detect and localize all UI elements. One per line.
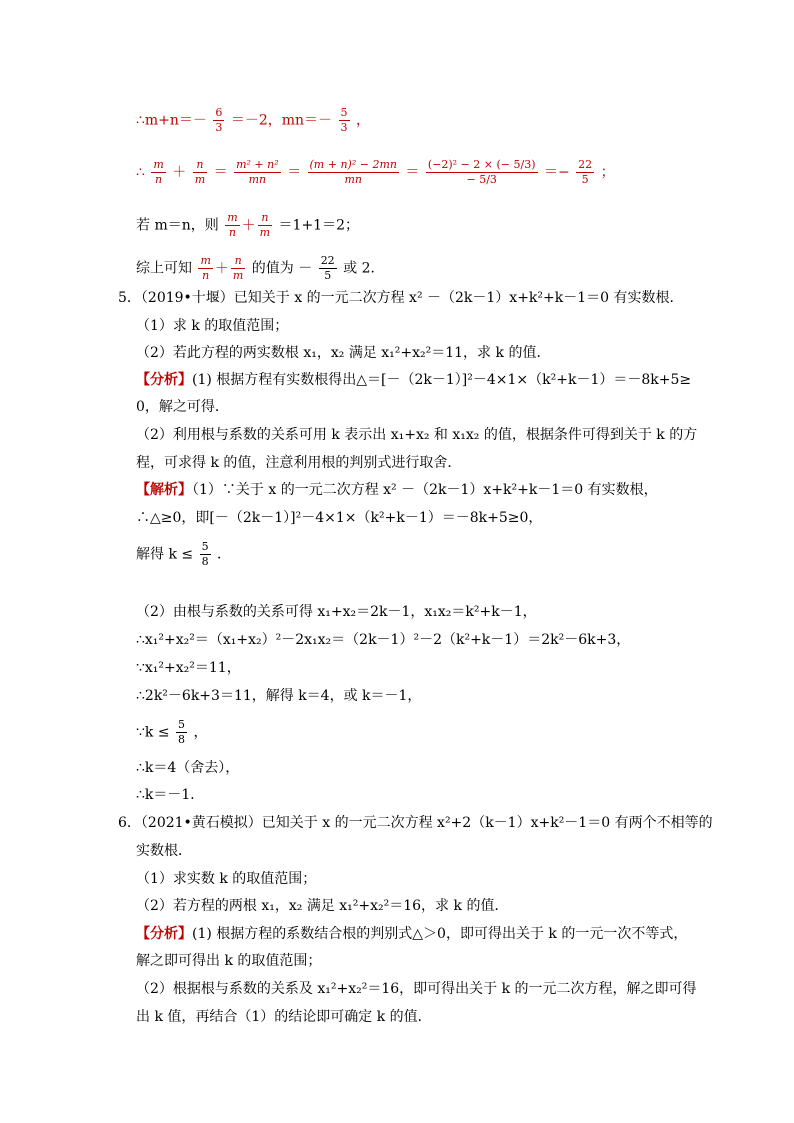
fraction: $\frac{6}{3}$: [215, 106, 223, 134]
question-6-analysis-2: （2）根据根与系数的关系及 x₁²+x₂²＝16，即可得出关于 k 的一元二次方程，解之即可得: [136, 981, 697, 997]
fraction: $\frac{\text{(−2)² − 2 × (− 5/3)}}{- 5/3}$: [427, 158, 536, 186]
question-6-stem: 6．（2021•黄石模拟）已知关于 x 的一元二次方程 x²+2（k－1）x+k²－1＝0 有两个不相等的: [118, 815, 713, 831]
question-5-analysis-2: （2）利用根与系数的关系可用 k 表示出 x₁+x₂ 和 x₁x₂ 的值，根据条件可得到关于 k 的方: [136, 427, 698, 443]
question-5-solution-10: ∴k＝－1．: [136, 787, 205, 803]
solution-line-ratio-sum: ∴ $\frac{m}{n}$ ＋ $\frac{n}{m}$ ＝ $\frac{\text{m² + n²}}{mn}$ ＝ $\frac{\text{(m + n)² − 2mn}}{mn}$ ＝ $\frac{\text{(−2)² − 2 × (− 5/3)}}{- 5/3}$ ＝− $\frac{22}{5}$ ；: [136, 158, 615, 186]
analysis-tag: 【分析】: [136, 372, 192, 388]
question-5-solution-5: ∴x₁²+x₂²＝（x₁+x₂）²－2x₁x₂＝（2k－1）²－2（k²+k－1）＝2k²－6k+3，: [136, 632, 631, 648]
fraction: $\frac{n}{m}$: [259, 211, 271, 239]
question-5-solution-6: ∵x₁²+x₂²＝11，: [136, 660, 241, 676]
fraction: $\frac{\text{m² + n²}}{mn}$: [236, 158, 279, 186]
question-5-solution-9: ∴k＝4（舍去），: [136, 760, 240, 776]
analysis-tag: 【分析】: [136, 926, 192, 942]
question-5-stem: 5．（2019•十堰）已知关于 x 的一元二次方程 x² －（2k－1）x+k²+k－1＝0 有实数根．: [118, 290, 684, 306]
question-5-analysis-1-cont: 0，解之可得．: [136, 399, 229, 415]
fraction: $\frac{5}{8}$: [178, 718, 186, 746]
question-6-analysis-2-cont: 出 k 值，再结合（1）的结论即可确定 k 的值．: [136, 1009, 432, 1025]
fraction: $\frac{22}{5}$: [320, 254, 335, 282]
question-5-part-1: （1）求 k 的取值范围；: [136, 318, 289, 334]
fraction: $\frac{n}{m}$: [232, 254, 244, 282]
fraction: $\frac{n}{m}$: [194, 158, 206, 186]
fraction: $\frac{m}{n}$: [153, 158, 164, 186]
question-5-solution-2: ∴△≥0，即[－（2k－1）]²－4×1×（k²+k－1）＝－8k+5≥0，: [136, 510, 543, 526]
question-6-part-2: （2）若方程的两根 x₁，x₂ 满足 x₁²+x₂²＝16，求 k 的值．: [136, 898, 509, 914]
question-5-solution-1: 【解析】（1）∵关于 x 的一元二次方程 x² －（2k－1）x+k²+k－1＝0 有实数根，: [136, 482, 658, 498]
fraction: $\frac{m}{n}$: [200, 254, 211, 282]
question-6-part-1: （1）求实数 k 的取值范围；: [136, 871, 317, 887]
solution-line-equal-case: 若 m＝n，则 $\frac{m}{n}$ ＋ $\frac{n}{m}$ ＝1+1＝2；: [136, 211, 359, 239]
question-5-solution-4: （2）由根与系数的关系可得 x₁+x₂＝2k－1，x₁x₂＝k²+k－1，: [136, 604, 537, 620]
question-5-part-2: （2）若此方程的两实数根 x₁，x₂ 满足 x₁²+x₂²＝11，求 k 的值．: [136, 345, 551, 361]
fraction: $\frac{5}{8}$: [201, 540, 209, 568]
fraction: $\frac{22}{5}$: [578, 158, 593, 186]
solution-line-sum-product: ∴m+n＝－ $\frac{6}{3}$ ＝－2，mn＝－ $\frac{5}{3}$ ，: [136, 106, 370, 134]
question-6-analysis-1-cont: 解之即可得出 k 的取值范围；: [136, 953, 322, 969]
question-5-analysis-2-cont: 程，可求得 k 的值，注意利用根的判别式进行取舍．: [136, 455, 462, 471]
fraction: $\frac{5}{3}$: [340, 106, 348, 134]
solution-tag: 【解析】: [136, 482, 192, 498]
question-5-solution-8: ∵k ≤ $\frac{5}{8}$ ，: [136, 718, 208, 746]
question-6-stem-cont: 实数根．: [136, 843, 192, 859]
solution-line-conclusion: 综上可知 $\frac{m}{n}$ ＋ $\frac{n}{m}$ 的值为 － $\frac{22}{5}$ 或 2．: [136, 254, 385, 282]
question-5-analysis-1: 【分析】(1) 根据方程有实数根得出△＝[－（2k－1）]²－4×1×（k²+k－1）＝－8k+5≥: [136, 372, 692, 388]
fraction: $\frac{\text{(m + n)² − 2mn}}{mn}$: [309, 158, 397, 186]
question-6-analysis-1: 【分析】(1) 根据方程的系数结合根的判别式△＞0，即可得出关于 k 的一元一次不等式，: [136, 926, 688, 942]
question-5-solution-3: 解得 k ≤ $\frac{5}{8}$ ．: [136, 540, 232, 568]
fraction: $\frac{m}{n}$: [227, 211, 238, 239]
question-5-solution-7: ∴2k²－6k+3＝11，解得 k＝4，或 k＝－1，: [136, 688, 422, 704]
